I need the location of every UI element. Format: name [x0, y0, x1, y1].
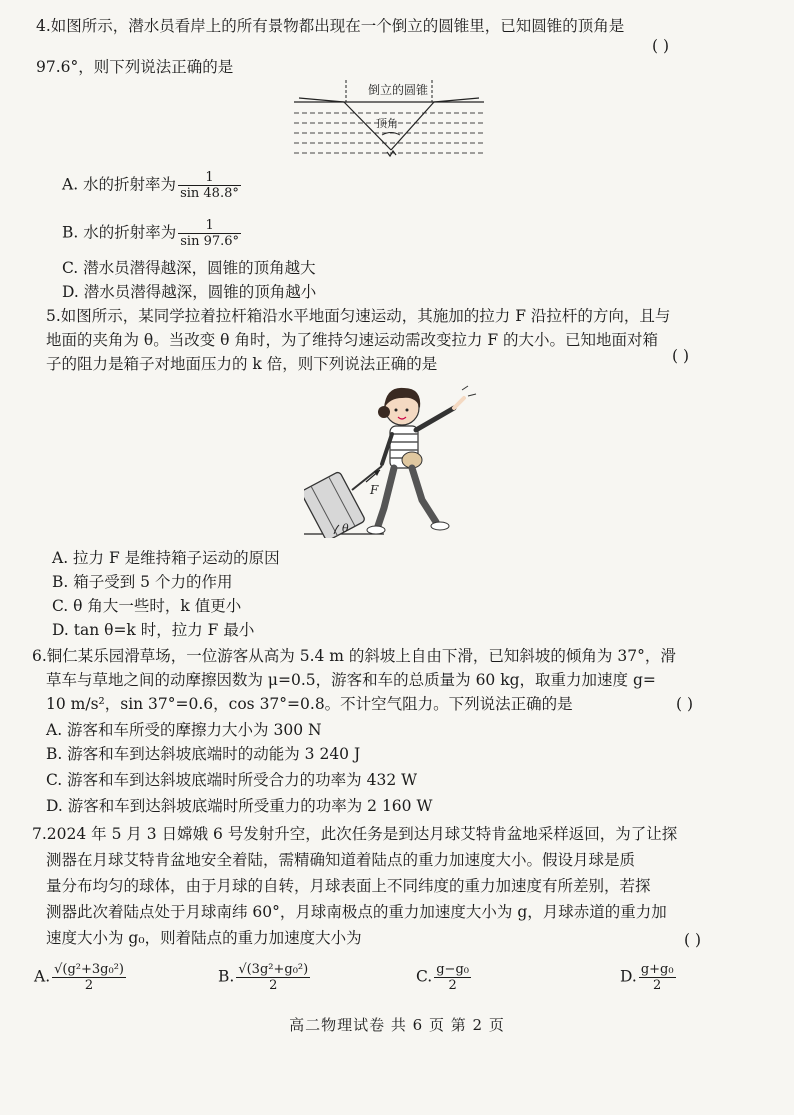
q5-option-b: B. 箱子受到 5 个力的作用 — [52, 573, 233, 591]
q5-stem-line1: 5.如图所示，某同学拉着拉杆箱沿水平地面匀速运动，其施加的拉力 F 沿拉杆的方向，且与 — [46, 307, 671, 325]
q5-label-angle: θ — [342, 522, 349, 535]
page-footer: 高二物理试卷 共 6 页 第 2 页 — [289, 1016, 505, 1034]
q7-option-d: D. $\frac{\text{g+g₀}}{2}$ — [620, 962, 674, 993]
q5-option-c: C. θ 角大一些时，k 值更小 — [52, 597, 242, 615]
q6-answer-bracket: ( ) — [676, 695, 694, 713]
q4-option-a: A. 水的折射率为 $\frac{1}{\sin 48.8^\circ}$ — [62, 170, 239, 201]
q6-option-d: D. 游客和车到达斜坡底端时所受重力的功率为 2 160 W — [46, 797, 433, 815]
q6-stem-line1: 6.铜仁某乐园滑草场，一位游客从高为 5.4 m 的斜坡上自由下滑，已知斜坡的倾角为 37°，滑 — [32, 647, 676, 665]
q5-answer-bracket: ( ) — [672, 347, 690, 365]
q5-stem-line3: 子的阻力是箱子对地面压力的 k 倍，则下列说法正确的是 — [46, 355, 438, 373]
q5-label-force: F — [370, 483, 379, 497]
q7-option-b: B. $\frac{\text{√(3g²+g₀²)}}{2}$ — [218, 962, 309, 993]
q4-figure-cone — [284, 80, 494, 160]
q4-answer-bracket: ( ) — [652, 37, 670, 55]
q6-option-b: B. 游客和车到达斜坡底端时的动能为 3 240 J — [46, 745, 361, 763]
q5-option-d: D. tan θ=k 时，拉力 F 最小 — [52, 621, 255, 639]
q7-option-a: A. $\frac{\text{√(g²+3g₀²)}}{2}$ — [34, 962, 124, 993]
q7-answer-bracket: ( ) — [684, 931, 702, 949]
q7-option-c: C. $\frac{\text{g−g₀}}{2}$ — [416, 962, 469, 993]
q7-stem-line2: 测器在月球艾特肯盆地安全着陆，需精确知道着陆点的重力加速度大小。假设月球是质 — [46, 851, 636, 869]
q7-stem-line4: 测器此次着陆点处于月球南纬 60°，月球南极点的重力加速度大小为 g，月球赤道的重力加 — [46, 903, 667, 921]
q6-stem-line2: 草车与草地之间的动摩擦因数为 μ=0.5，游客和车的总质量为 60 kg，取重力加速度 g= — [46, 671, 656, 689]
q4-option-c: C. 潜水员潜得越深，圆锥的顶角越大 — [62, 259, 316, 277]
q7-stem-line3: 量分布均匀的球体，由于月球的自转，月球表面上不同纬度的重力加速度有所差别，若探 — [46, 877, 651, 895]
q7-stem-line1: 7.2024 年 5 月 3 日嫦娥 6 号发射升空，此次任务是到达月球艾特肯盆地采样返回，为了让探 — [32, 825, 678, 843]
q4-stem-line1: 4.如图所示，潜水员看岸上的所有景物都出现在一个倒立的圆锥里，已知圆锥的顶角是 — [36, 17, 625, 35]
q4-label-angle: 顶角 — [376, 117, 398, 130]
q4-stem-line2: 97.6°，则下列说法正确的是 — [36, 58, 234, 76]
q7-stem-line5: 速度大小为 g₀，则着陆点的重力加速度大小为 — [46, 929, 362, 947]
q4-label-cone: 倒立的圆锥 — [368, 83, 429, 97]
q5-option-a: A. 拉力 F 是维持箱子运动的原因 — [52, 549, 280, 567]
q4-option-b: B. 水的折射率为 $\frac{1}{\sin 97.6^\circ}$ — [62, 218, 240, 249]
q5-stem-line2: 地面的夹角为 θ。当改变 θ 角时，为了维持匀速运动需改变拉力 F 的大小。已知地面对箱 — [46, 331, 659, 349]
q6-stem-line3: 10 m/s²，sin 37°=0.6，cos 37°=0.8。不计空气阻力。下列说法正确的是 — [46, 695, 573, 713]
q6-option-c: C. 游客和车到达斜坡底端时所受合力的功率为 432 W — [46, 771, 418, 789]
q4-option-d: D. 潜水员潜得越深，圆锥的顶角越小 — [62, 283, 317, 301]
q6-option-a: A. 游客和车所受的摩擦力大小为 300 N — [46, 721, 322, 739]
q5-figure-girl-luggage — [304, 378, 480, 538]
